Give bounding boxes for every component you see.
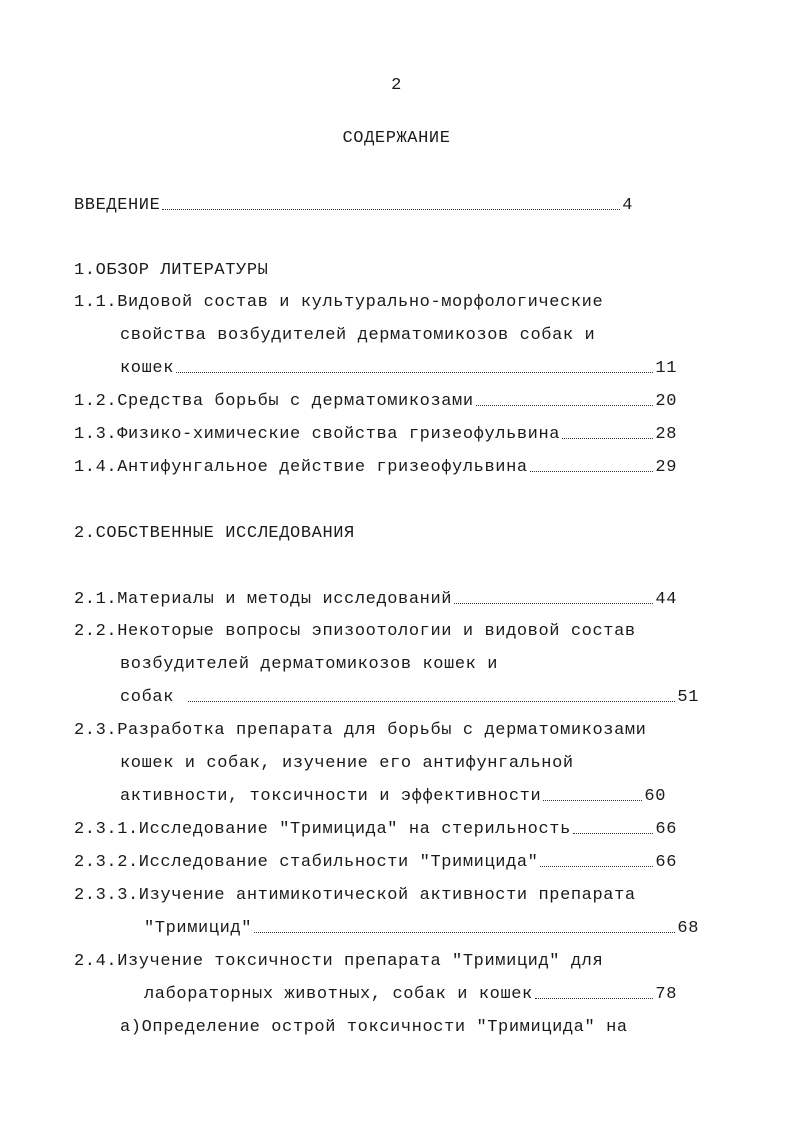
toc-section-1-title: 1.ОБЗОР ЛИТЕРАТУРЫ xyxy=(74,261,269,280)
toc-page-number: 60 xyxy=(644,787,666,806)
leader-dots xyxy=(454,590,653,604)
toc-page-number: 66 xyxy=(655,820,677,839)
toc-page-number: 29 xyxy=(655,458,677,477)
toc-entry-2-3-line1: 2.3.Разработка препарата для борьбы с дерматомикозами xyxy=(74,721,647,740)
toc-entry-title: кошек xyxy=(120,359,175,378)
toc-entry-2-3-3-last xyxy=(144,919,699,941)
toc-entry-2-2-line1: 2.2.Некоторые вопросы эпизоотологии и видовой состав xyxy=(74,622,636,641)
leader-dots xyxy=(188,688,675,702)
toc-entry-2-3-1 xyxy=(74,820,677,842)
toc-entry-1-3 xyxy=(74,425,677,447)
toc-entry-1-1-line1: 1.1.Видовой состав и культурально-морфологические xyxy=(74,293,604,312)
toc-entry-intro xyxy=(74,196,633,218)
toc-entry-title: 1.4.Антифунгальное действие гризеофульвина xyxy=(74,458,528,477)
leader-dots xyxy=(530,458,654,472)
leader-dots xyxy=(562,425,653,439)
toc-page-number: 68 xyxy=(677,919,699,938)
toc-entry-2-4-line1: 2.4.Изучение токсичности препарата "Тримицид" для xyxy=(74,952,604,971)
toc-entry-a-line1: а)Определение острой токсичности "Тримицида" на xyxy=(120,1018,628,1037)
toc-page-number: 28 xyxy=(655,425,677,444)
leader-dots xyxy=(162,196,620,210)
toc-entry-title: 2.1.Материалы и методы исследований xyxy=(74,590,453,609)
contents-heading: СОДЕРЖАНИЕ xyxy=(342,129,451,148)
toc-entry-title: ВВЕДЕНИЕ xyxy=(74,196,161,215)
toc-entry-2-3-2 xyxy=(74,853,677,875)
toc-page-number: 66 xyxy=(655,853,677,872)
toc-entry-2-2-last xyxy=(120,688,699,710)
toc-entry-title: "Тримицид" xyxy=(144,919,253,938)
toc-entry-title: 2.3.2.Исследование стабильности "Тримицида" xyxy=(74,853,539,872)
toc-entry-title: 1.3.Физико-химические свойства гризеофульвина xyxy=(74,425,561,444)
toc-entry-title: 1.2.Средства борьбы с дерматомикозами xyxy=(74,392,474,411)
leader-dots xyxy=(535,985,654,999)
page-number: 2 xyxy=(391,76,402,95)
toc-entry-2-2-line2: возбудителей дерматомикозов кошек и xyxy=(120,655,499,674)
toc-page-number: 44 xyxy=(655,590,677,609)
toc-entry-title: активности, токсичности и эффективности xyxy=(120,787,542,806)
toc-entry-1-4 xyxy=(74,458,677,480)
toc-entry-2-3-3-line1: 2.3.3.Изучение антимикотической активности препарата xyxy=(74,886,636,905)
leader-dots xyxy=(573,820,654,834)
leader-dots xyxy=(540,853,653,867)
leader-dots xyxy=(543,787,642,801)
toc-section-2-title: 2.СОБСТВЕННЫЕ ИССЛЕДОВАНИЯ xyxy=(74,524,355,543)
toc-page-number: 51 xyxy=(677,688,699,707)
toc-entry-1-2 xyxy=(74,392,677,414)
leader-dots xyxy=(254,919,675,933)
toc-page-number: 11 xyxy=(655,359,677,378)
toc-entry-2-3-last xyxy=(120,787,666,809)
leader-dots xyxy=(476,392,654,406)
toc-page-number: 4 xyxy=(622,196,633,215)
toc-page-number: 20 xyxy=(655,392,677,411)
toc-entry-1-1-last xyxy=(120,359,677,381)
toc-entry-2-3-line2: кошек и собак, изучение его антифунгальной xyxy=(120,754,574,773)
toc-page-number: 78 xyxy=(655,985,677,1004)
leader-dots xyxy=(176,359,653,373)
toc-entry-2-1 xyxy=(74,590,677,612)
toc-entry-title: собак xyxy=(120,688,175,707)
toc-entry-1-1-line2: свойства возбудителей дерматомикозов собак и xyxy=(120,326,596,345)
toc-entry-2-4-last xyxy=(144,985,677,1007)
toc-entry-title: лабораторных животных, собак и кошек xyxy=(144,985,533,1004)
toc-entry-title: 2.3.1.Исследование "Тримицида" на стерильность xyxy=(74,820,571,839)
